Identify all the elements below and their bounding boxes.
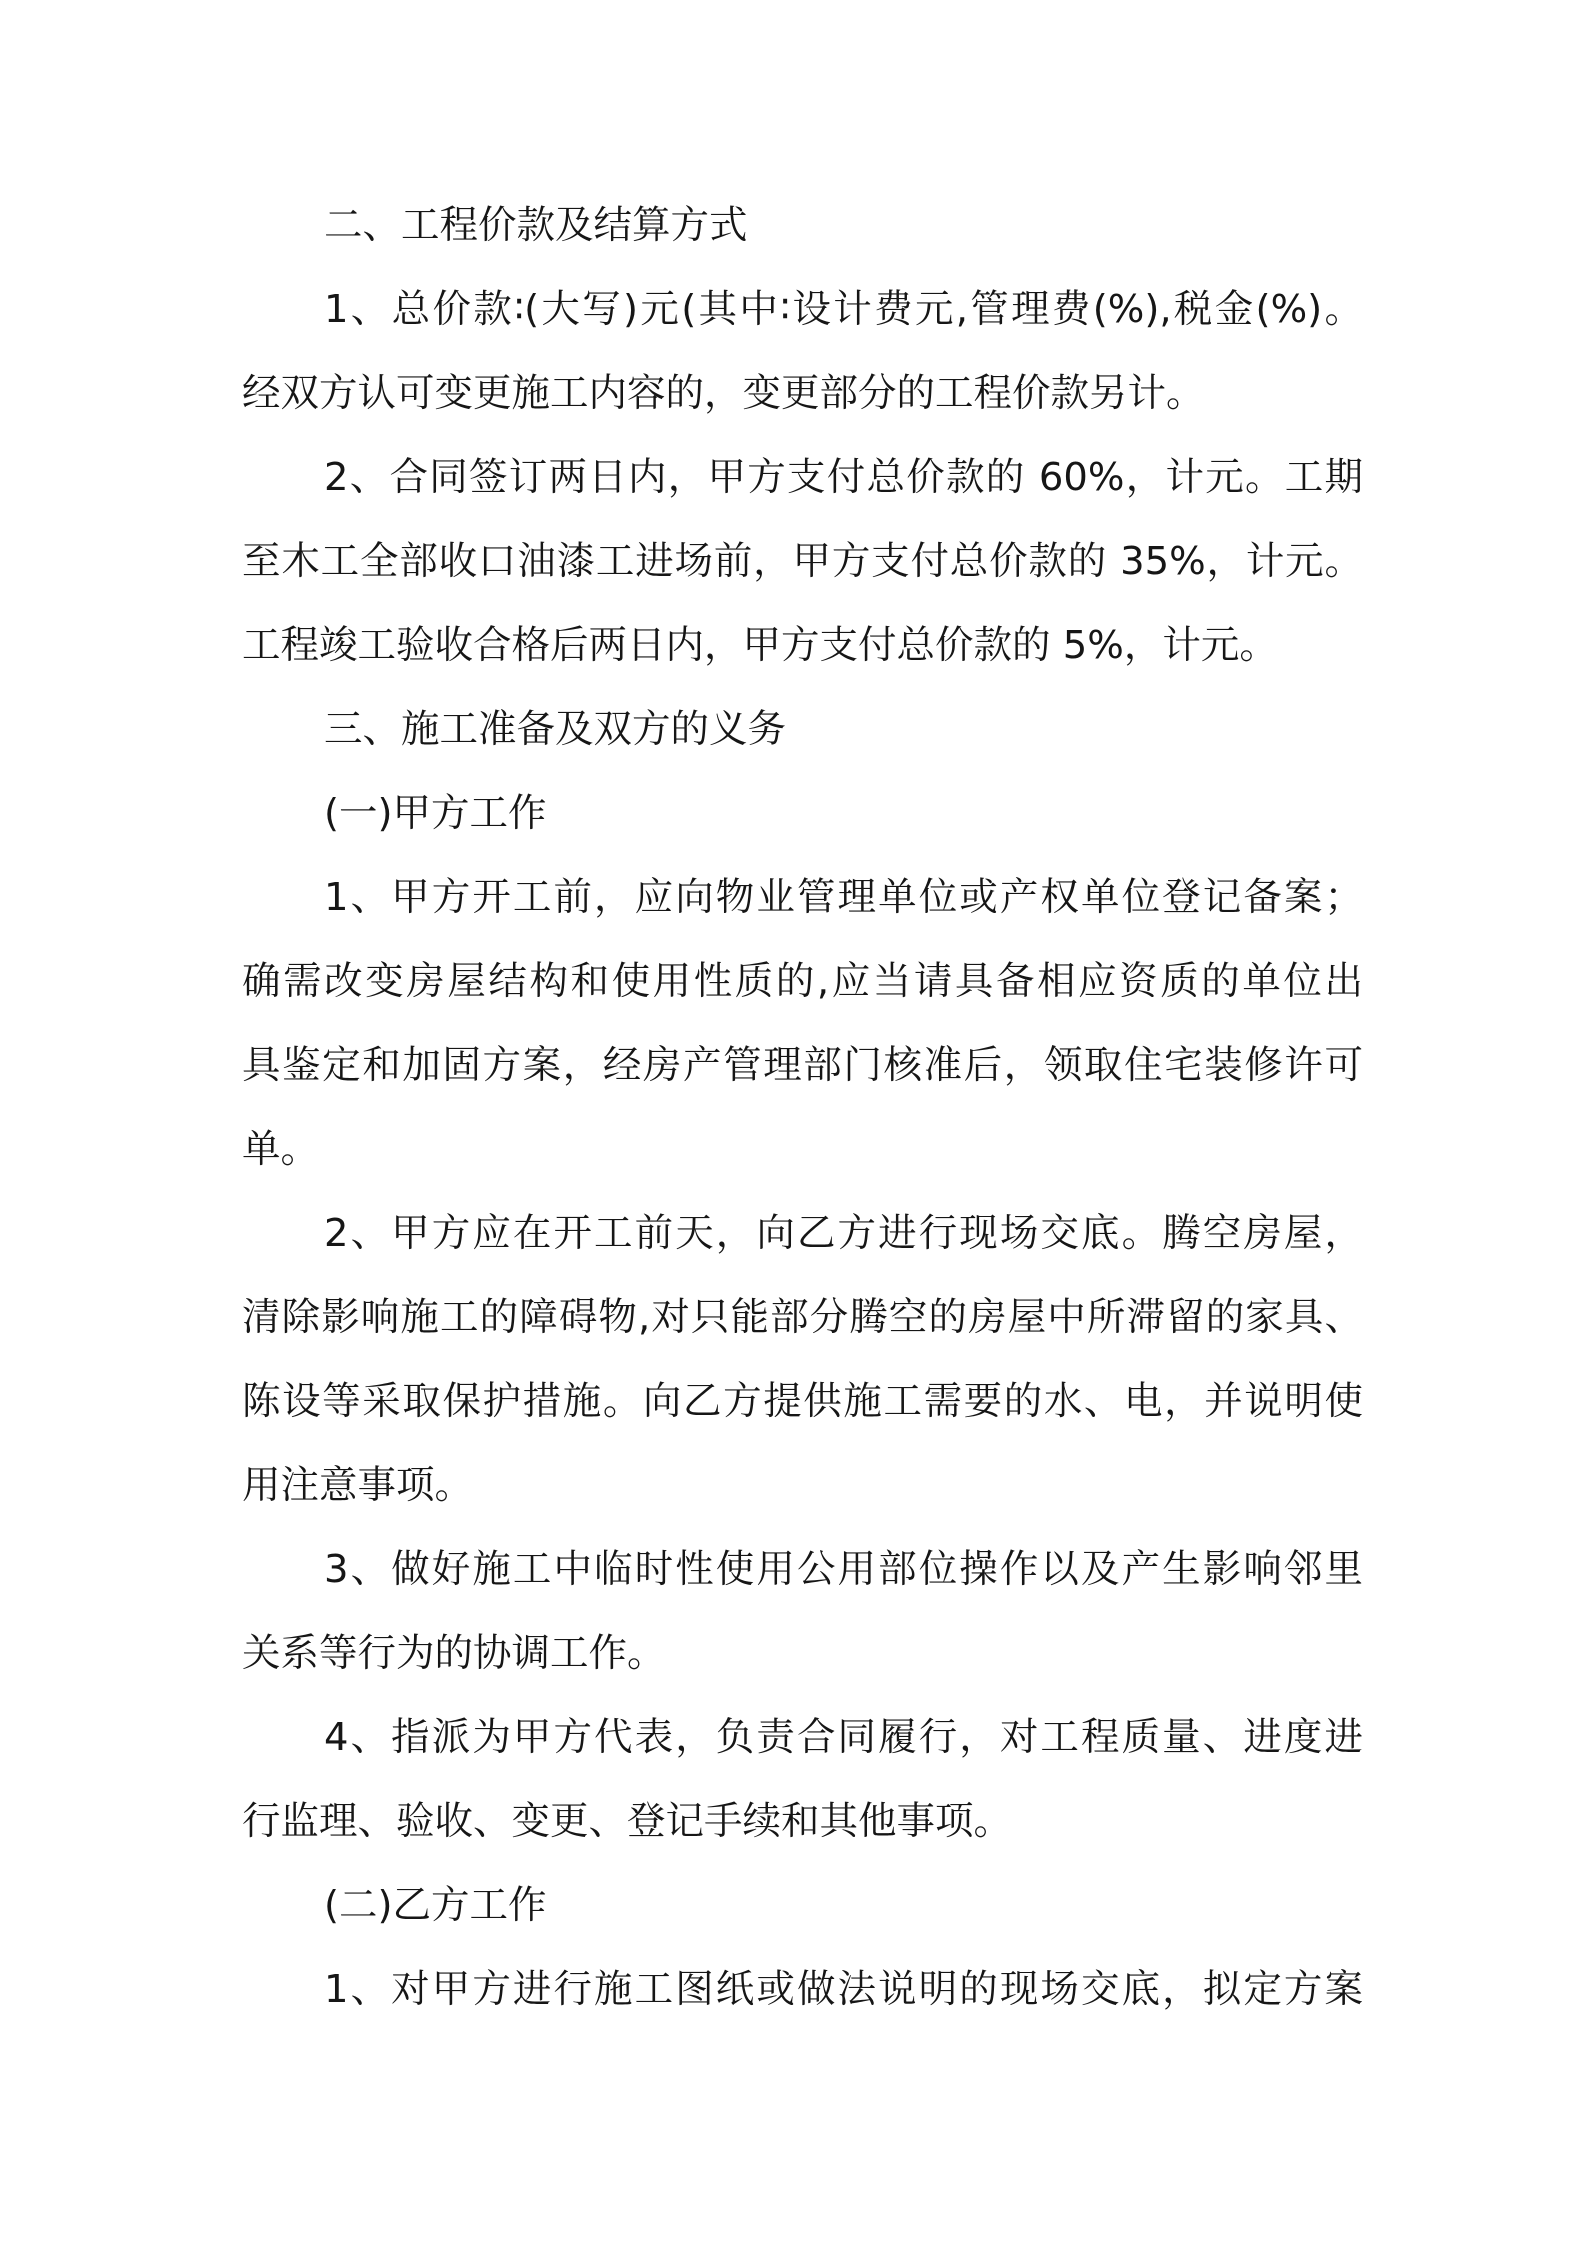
paragraph-line: 关系等行为的协调工作。 <box>242 1631 666 1676</box>
paragraph-line: 1、甲方开工前，应向物业管理单位或产权单位登记备案； <box>324 875 1363 920</box>
paragraph-line: 具鉴定和加固方案，经房产管理部门核准后，领取住宅装修许可 <box>242 1043 1363 1088</box>
paragraph-line: 单。 <box>242 1127 320 1172</box>
paragraph-line: 用注意事项。 <box>242 1463 474 1508</box>
paragraph-line: 4、指派为甲方代表，负责合同履行，对工程质量、进度进 <box>324 1715 1363 1760</box>
paragraph-line: 至木工全部收口油漆工进场前，甲方支付总价款的 35%，计元。 <box>242 539 1363 584</box>
paragraph-line: 1、对甲方进行施工图纸或做法说明的现场交底，拟定方案 <box>324 1967 1363 2012</box>
paragraph-line: 2、甲方应在开工前天，向乙方进行现场交底。腾空房屋， <box>324 1211 1363 1256</box>
paragraph-line: 2、合同签订两日内，甲方支付总价款的 60%，计元。工期 <box>324 455 1363 500</box>
subsection-heading: (二)乙方工作 <box>324 1883 547 1928</box>
section-heading: 二、工程价款及结算方式 <box>324 203 748 248</box>
paragraph-line: 陈设等采取保护措施。向乙方提供施工需要的水、电，并说明使 <box>242 1379 1363 1424</box>
paragraph-line: 工程竣工验收合格后两日内，甲方支付总价款的 5%，计元。 <box>242 623 1278 668</box>
section-heading: 三、施工准备及双方的义务 <box>324 707 787 752</box>
subsection-heading: (一)甲方工作 <box>324 791 547 836</box>
paragraph-line: 1、总价款∶(大写)元(其中∶设计费元,管理费(%),税金(%)。 <box>324 287 1363 332</box>
paragraph-line: 确需改变房屋结构和使用性质的,应当请具备相应资质的单位出 <box>242 959 1363 1004</box>
paragraph-line: 3、做好施工中临时性使用公用部位操作以及产生影响邻里 <box>324 1547 1363 1592</box>
paragraph-line: 清除影响施工的障碍物,对只能部分腾空的房屋中所滞留的家具、 <box>242 1295 1363 1340</box>
paragraph-line: 行监理、验收、变更、登记手续和其他事项。 <box>242 1799 1013 1844</box>
paragraph-line: 经双方认可变更施工内容的，变更部分的工程价款另计。 <box>242 371 1205 416</box>
